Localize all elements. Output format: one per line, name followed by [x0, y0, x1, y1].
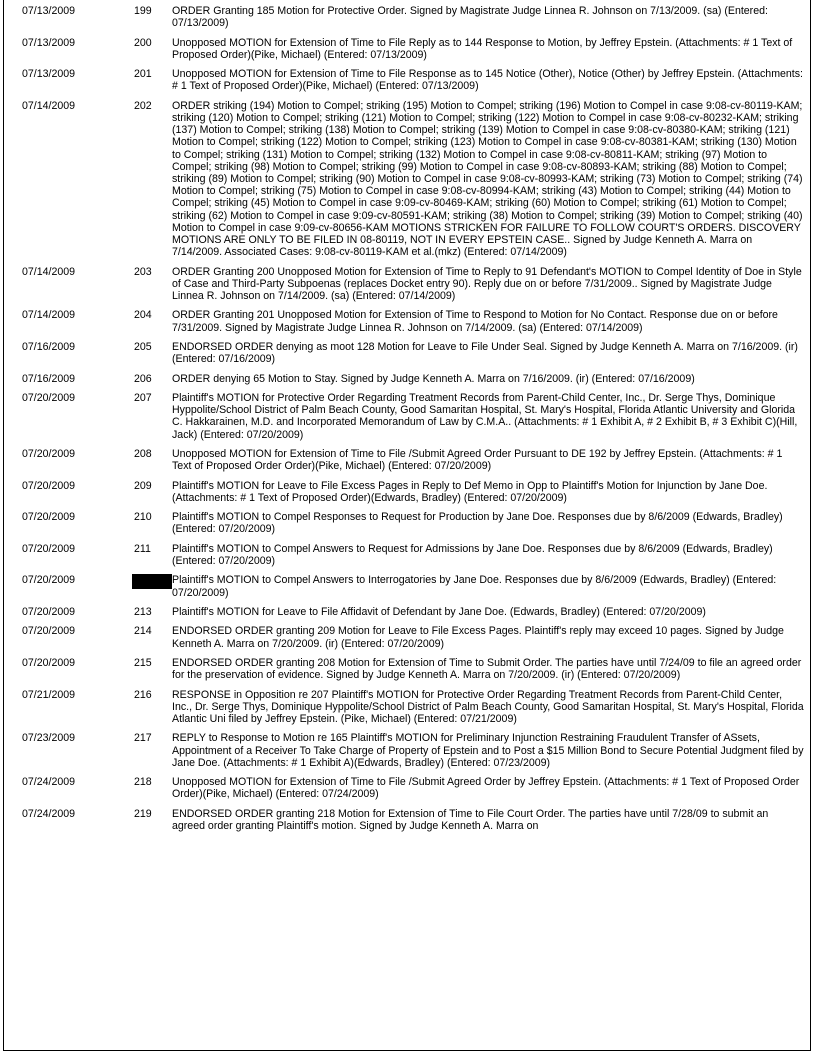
entry-description: Unopposed MOTION for Extension of Time to File Reply as to 144 Response to Motion, by Jeffrey Epstein. (Attachments: # 1 Text of Proposed Order)(Pike, Michael) (Entered: 07/13/2009) [172, 36, 793, 61]
entry-description: Plaintiff's MOTION for Leave to File Affidavit of Defendant by Jane Doe. (Edwards, Bradley) (Entered: 07/20/2009) [172, 605, 706, 618]
entry-number-cell [116, 392, 172, 448]
entry-number-cell [116, 511, 172, 543]
entry-number-cell [116, 606, 172, 625]
entry-number-cell [116, 776, 172, 808]
docket-entry-row [4, 448, 810, 480]
docket-entry-row [4, 100, 810, 266]
entry-date: 07/14/2009 [22, 265, 76, 278]
entry-description: ORDER Granting 201 Unopposed Motion for Extension of Time to Respond to Motion for No Contact. Response due on or before 7/31/2009. Signed by Magistrate Judge Linnea R. Johnson on 7/14/2009. (sa) (Entered: 07/14/2009) [172, 309, 778, 334]
entry-date: 07/23/2009 [22, 732, 76, 745]
entry-description: ENDORSED ORDER denying as moot 128 Motion for Leave to File Under Seal. Signed by Judge Kenneth A. Marra on 7/16/2009. (ir) (Entered: 07/16/2009) [172, 341, 798, 366]
docket-entry-row [4, 689, 810, 733]
entry-date: 07/16/2009 [22, 341, 76, 353]
entry-date: 07/13/2009 [22, 36, 76, 49]
entry-number: 201 [134, 68, 152, 81]
docket-table [4, 0, 810, 839]
entry-number: 209 [134, 479, 152, 492]
entry-date: 07/20/2009 [22, 574, 76, 587]
docket-entry-row [4, 625, 810, 657]
entry-number: 213 [134, 605, 152, 618]
entry-number-cell [116, 266, 172, 310]
entry-number: 202 [134, 99, 152, 112]
entry-description: REPLY to Response to Motion re 165 Plaintiff's MOTION for Preliminary Injunction Restraining Fraudulent Transfer of ASsets, Appointment of a Receiver To Take Charge of Property of Epstein and to Post a $15 Million Bond to Secure Potential Judgment filed by Jane Doe. (Attachments: # 1 Exhibit A)(Edwards, Bradley) (Entered: 07/23/2009) [172, 732, 804, 769]
entry-number-cell [116, 68, 172, 100]
entry-date: 07/21/2009 [22, 688, 76, 701]
entry-number-cell [116, 480, 172, 512]
entry-date: 07/20/2009 [22, 447, 76, 460]
docket-entry-row [4, 574, 810, 606]
entry-description: ENDORSED ORDER granting 208 Motion for Extension of Time to Submit Order. The parties have until 7/24/09 to file an agreed order for the preservation of evidence. Signed by Judge Kenneth A. Marra on 7/20/2009. (ir) (Entered: 07/20/2009) [172, 656, 802, 682]
entry-number: 204 [134, 309, 152, 322]
entry-date: 07/20/2009 [22, 542, 76, 555]
entry-number-cell [116, 689, 172, 733]
entry-number: 206 [134, 372, 152, 385]
entry-description: Plaintiff's MOTION to Compel Answers to Request for Admissions by Jane Doe. Responses due by 8/6/2009 (Edwards, Bradley) (Entered: 07/20/2009) [172, 542, 773, 567]
entry-number-cell [116, 732, 172, 776]
docket-entry-row [4, 392, 810, 448]
entry-description: ORDER striking (194) Motion to Compel; striking (195) Motion to Compel; striking (196) Motion to Compel in case 9:08-cv-80119-KAM; striking (120) Motion to Compel; striking (121) Motion to Compel; striking (122) Motion to Compel in case 9:08-cv-80232-KAM; striking (137) Motion to Compel; striking (138) Motion to Compel; striking (139) Motion to Compel in case 9:08-cv-80380-KAM; striking (121) Motion to Compel; striking (122) Motion to Compel; striking (123) Motion to Compel in case 9:08-cv-80381-KAM; striking (130) Motion to Compel; striking (131) Motion to Compel; striking (132) Motion to Compel in case 9:08-cv-80811-KAM; striking (97) Motion to Compel; striking (98) Motion to Compel; striking (99) Motion to Compel in case 9:08-cv-80893-KAM; striking (88) Motion to Compel; striking (89) Motion to Compel; striking (90) Motion to Compel in case 9:08-cv-80993-KAM; striking (73) Motion to Compel; striking (74) Motion to Compel; striking (75) Motion to Compel in case 9:08-cv-80994-KAM; striking (43) Motion to Compel; striking (44) Motion to Compel; striking (45) Motion to Compel in case 9:09-cv-80469-KAM; striking (60) Motion to Compel; striking (61) Motion to Compel; striking (62) Motion to Compel in case 9:09-cv-80591-KAM; striking (38) Motion to Compel; striking (39) Motion to Compel; striking (40) Motion to Compel in case 9:09-cv-80656-KAM MOTIONS STRICKEN FOR FAILURE TO FOLLOW COURT'S ORDERS. DISCOVERY MOTIONS ARE ONLY TO BE FILED IN 08-80119, NOT IN EVERY EPSTEIN CASE.. Signed by Judge Kenneth A. Marra on 7/14/2009. Associated Cases: 9:08-cv-80119-KAM et al.(mkz) (Entered: 07/14/2009) [172, 99, 803, 259]
entry-date: 07/13/2009 [22, 68, 76, 81]
entry-date: 07/20/2009 [22, 479, 76, 492]
entry-description: ENDORSED ORDER granting 209 Motion for Leave to File Excess Pages. Plaintiff's reply may exceed 10 pages. Signed by Judge Kenneth A. Marra on 7/20/2009. (ir) (Entered: 07/20/2009) [172, 625, 784, 650]
docket-entry-row [4, 606, 810, 625]
entry-date: 07/20/2009 [22, 511, 76, 524]
entry-description: Plaintiff's MOTION for Leave to File Excess Pages in Reply to Def Memo in Opp to Plaintiff's Motion for Injunction by Jane Doe. (Attachments: # 1 Text of Proposed Order)(Edwards, Bradley) (Entered: 07/20/2009) [172, 479, 768, 504]
entry-number: 205 [134, 341, 152, 353]
entry-number: 203 [134, 265, 152, 278]
entry-description: Unopposed MOTION for Extension of Time to File Response as to 145 Notice (Other), Notice (Other) by Jeffrey Epstein. (Attachments: # 1 Text of Proposed Order)(Pike, Michael) (Entered: 07/13/2009) [172, 68, 803, 93]
entry-description: Plaintiff's MOTION to Compel Answers to Interrogatories by Jane Doe. Responses due by 8/6/2009 (Edwards, Bradley) (Entered: 07/20/2009) [172, 574, 777, 599]
entry-number: 219 [134, 807, 152, 820]
entry-description: Unopposed MOTION for Extension of Time to File /Submit Agreed Order by Jeffrey Epstein. (Attachments: # 1 Text of Proposed Order Order)(Pike, Michael) (Entered: 07/24/2009) [172, 776, 800, 801]
entry-description: ORDER denying 65 Motion to Stay. Signed by Judge Kenneth A. Marra on 7/16/2009. (ir) (Entered: 07/16/2009) [172, 372, 695, 385]
entry-description: Plaintiff's MOTION to Compel Responses to Request for Production by Jane Doe. Responses due by 8/6/2009 (Edwards, Bradley) (Entered: 07/20/2009) [172, 511, 783, 536]
docket-entry-row [4, 0, 810, 37]
entry-number-cell [116, 574, 172, 606]
entry-date: 07/16/2009 [22, 372, 76, 385]
entry-number: 208 [134, 447, 152, 460]
entry-description: RESPONSE in Opposition re 207 Plaintiff's MOTION for Protective Order Regarding Treatment Records from Parent-Child Center, Inc., Dr. Serge Thys, Dominique Hyppolite/School District of Palm Beach County, Good Samaritan Hospital, St. Mary's Hospital, Florida Atlantic Uni filed by Jeffrey Epstein. (Pike, Michael) (Entered: 07/21/2009) [172, 688, 804, 725]
entry-number: 199 [134, 5, 152, 17]
docket-entry-row [4, 657, 810, 689]
docket-entry-row [4, 266, 810, 310]
entry-date: 07/20/2009 [22, 625, 76, 638]
docket-entry-row [4, 543, 810, 575]
entry-number: 216 [134, 688, 152, 701]
entry-description: ENDORSED ORDER granting 218 Motion for Extension of Time to File Court Order. The parties have until 7/28/09 to submit an agreed order granting Plaintiff's motion. Signed by Judge Kenneth A. Marra on [172, 807, 769, 832]
docket-entry-row [4, 732, 810, 776]
entry-date: 07/14/2009 [22, 99, 76, 112]
docket-entry-row [4, 511, 810, 543]
entry-number-cell [116, 808, 172, 840]
entry-number: 211 [134, 542, 151, 555]
docket-entry-row [4, 776, 810, 808]
docket-entry-row [4, 373, 810, 392]
entry-description: Unopposed MOTION for Extension of Time to File /Submit Agreed Order Pursuant to DE 192 by Jeffrey Epstein. (Attachments: # 1 Text of Proposed Order Order)(Pike, Michael) (Entered: 07/20/2009) [172, 447, 783, 473]
entry-number-cell [116, 309, 172, 341]
entry-number: 215 [134, 656, 152, 669]
entry-number-cell [116, 625, 172, 657]
entry-date: 07/20/2009 [22, 605, 76, 618]
entry-number: 214 [134, 625, 152, 638]
entry-number-cell [116, 657, 172, 689]
entry-number-cell [116, 100, 172, 266]
entry-date: 07/14/2009 [22, 309, 76, 322]
entry-number: 218 [134, 776, 152, 789]
entry-number-cell [116, 373, 172, 392]
entry-date: 07/13/2009 [22, 5, 76, 17]
docket-page [3, 0, 811, 1051]
entry-description: Plaintiff's MOTION for Protective Order Regarding Treatment Records from Parent-Child Center, Inc., Dr. Serge Thys, Dominique Hyppolite/School District of Palm Beach County, Good Samaritan Hospital, St. Mary's Hospital, Florida Atlantic University and Glorida C. Hakkarainen, M.D. and Incorporated Memorandum of Law by C.M.A.. (Attachments: # 1 Exhibit A, # 2 Exhibit B, # 3 Exhibit C)(Hill, Jack) (Entered: 07/20/2009) [172, 391, 798, 441]
entry-number-cell [116, 0, 172, 37]
entry-description: ORDER Granting 185 Motion for Protective Order. Signed by Magistrate Judge Linnea R. Johnson on 7/13/2009. (sa) (Entered: 07/13/2009) [172, 5, 768, 30]
entry-number-cell [116, 543, 172, 575]
entry-date: 07/24/2009 [22, 807, 76, 820]
docket-entry-row [4, 341, 810, 373]
entry-description: ORDER Granting 200 Unopposed Motion for Extension of Time to Reply to 91 Defendant's MOTION to Compel Identity of Doe in Style of Case and Third-Party Subpoenas (replaces Docket entry 90). Reply due on or before 7/31/2009.. Signed by Magistrate Judge Linnea R. Johnson on 7/14/2009. (sa) (Entered: 07/14/2009) [172, 265, 802, 303]
entry-date: 07/20/2009 [22, 656, 76, 669]
entry-number: 210 [134, 511, 152, 524]
entry-number-cell [116, 448, 172, 480]
docket-entry-row [4, 808, 810, 840]
docket-table-body [4, 0, 810, 839]
redaction-block [132, 574, 172, 589]
entry-date: 07/24/2009 [22, 776, 76, 789]
entry-number: 200 [134, 36, 152, 49]
entry-number-cell [116, 37, 172, 69]
docket-entry-row [4, 309, 810, 341]
entry-number-cell [116, 341, 172, 373]
docket-entry-row [4, 68, 810, 100]
entry-number: 217 [134, 732, 152, 745]
docket-entry-row [4, 480, 810, 512]
entry-date: 07/20/2009 [22, 391, 76, 404]
entry-number: 207 [134, 391, 152, 404]
docket-entry-row [4, 37, 810, 69]
